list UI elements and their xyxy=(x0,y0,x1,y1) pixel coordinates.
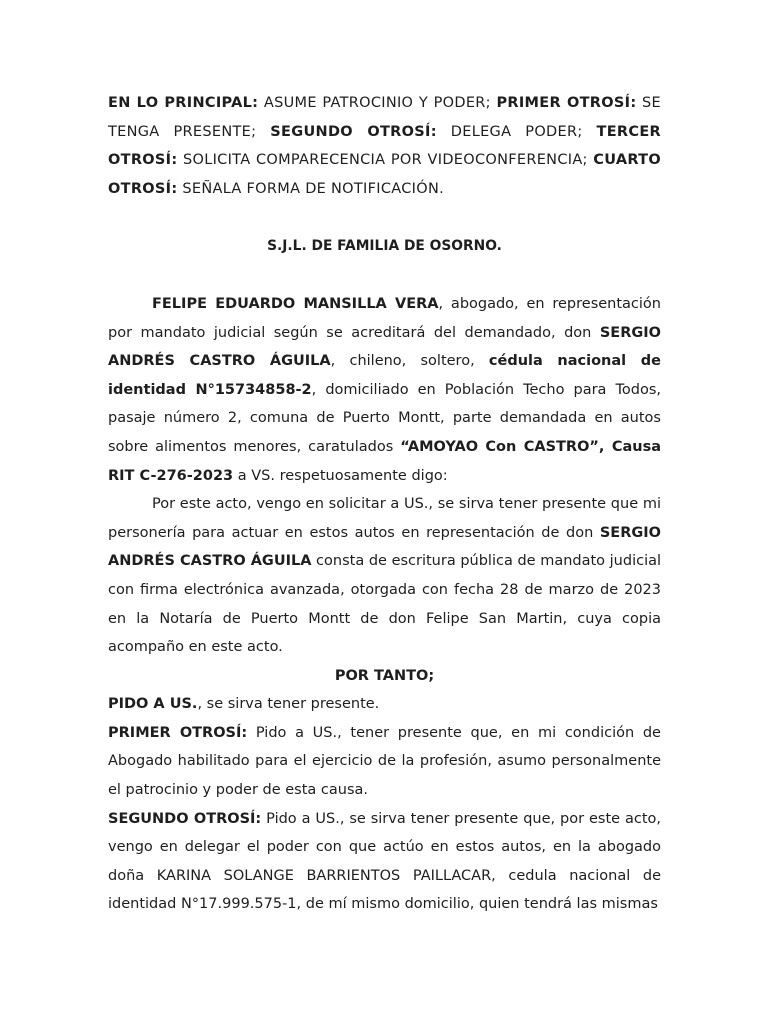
sumilla-segundo-text: DELEGA PODER; xyxy=(436,123,597,140)
paragraph-pido xyxy=(108,690,661,719)
segundo-otrosi-text: Pido a US., se sirva tener presente que, por este acto, vengo en delegar el poder con que actúo en estos autos, en la abogado doña KARINA SOLANGE BARRIENTOS PAILLACAR, cedula nacional de identidad N°17.999.575-1, de mí mismo domicilio, quien tendrá las mismas xyxy=(108,810,662,913)
p1-text-1: , abogado, en representación por mandato judicial según se acreditará del demandado, don xyxy=(108,295,661,341)
case-caption: “AMOYAO Con CASTRO”, Causa RIT C-276-2023 xyxy=(108,438,661,484)
client-id: cédula nacional de identidad N°15734858-2 xyxy=(108,353,661,398)
p1-text-3: , domiciliado en Población Techo para Todos, pasaje número 2, comuna de Puerto Montt, parte demandada en autos sobre alimentos menores, caratulados xyxy=(108,381,661,455)
sumilla-primer-text: SE TENGA PRESENTE; xyxy=(108,95,661,140)
pido-label: PIDO A US. xyxy=(108,696,198,713)
p2-text-2: consta de escritura pública de mandato judicial con firma electrónica avanzada, otorgada con fecha 28 de marzo de 2023 en la Notaría de Puerto Montt de don Felipe San Martin, cuya copia acompaño en este acto. xyxy=(108,553,662,656)
paragraph-segundo-otrosi xyxy=(108,805,661,919)
p2-text-1: Por este acto, vengo en solicitar a US., se sirva tener presente que mi personería para actuar en estos autos en representación de don xyxy=(108,496,661,541)
sumilla-cuarto-text: SEÑALA FORMA DE NOTIFICACIÓN. xyxy=(177,180,445,197)
sumilla-cuarto-label: CUARTO OTROSÍ: xyxy=(108,152,661,197)
sumilla-segundo-label: SEGUNDO OTROSÍ: xyxy=(270,123,437,140)
primer-otrosi-text: Pido a US., tener presente que, en mi condición de Abogado habilitado para el ejercicio de la profesión, asumo personalmente el patrocinio y poder de esta causa. xyxy=(108,724,661,799)
sumilla-primer-label: PRIMER OTROSÍ: xyxy=(496,95,637,111)
p1-text-4: a VS. respetuosamente digo: xyxy=(233,467,448,484)
segundo-otrosi-label: SEGUNDO OTROSÍ: xyxy=(108,810,262,827)
primer-otrosi-label: PRIMER OTROSÍ: xyxy=(108,724,248,741)
paragraph-personeria xyxy=(108,490,661,662)
sumilla-tercer-text: SOLICITA COMPARECENCIA POR VIDEOCONFERENCIA; xyxy=(177,152,594,169)
lawyer-name: FELIPE EDUARDO MANSILLA VERA xyxy=(152,295,439,312)
sumilla-tercer-label: TERCER OTROSÍ: xyxy=(108,123,662,169)
p1-text-2: , chileno, soltero, xyxy=(330,353,489,370)
pido-text: , se sirva tener presente. xyxy=(197,696,380,713)
sumilla xyxy=(108,89,661,203)
sumilla-principal-text: ASUME PATROCINIO Y PODER; xyxy=(258,95,497,111)
client-name: SERGIO ANDRÉS CASTRO ÁGUILA xyxy=(108,324,661,370)
paragraph-primer-otrosi xyxy=(108,719,661,805)
client-name-2: SERGIO ANDRÉS CASTRO ÁGUILA xyxy=(108,524,661,570)
court-heading: S.J.L. DE FAMILIA DE OSORNO. xyxy=(267,238,502,255)
paragraph-comparecencia xyxy=(108,290,661,490)
sumilla-principal-label: EN LO PRINCIPAL: xyxy=(108,95,259,111)
por-tanto-heading: POR TANTO; xyxy=(334,667,435,684)
